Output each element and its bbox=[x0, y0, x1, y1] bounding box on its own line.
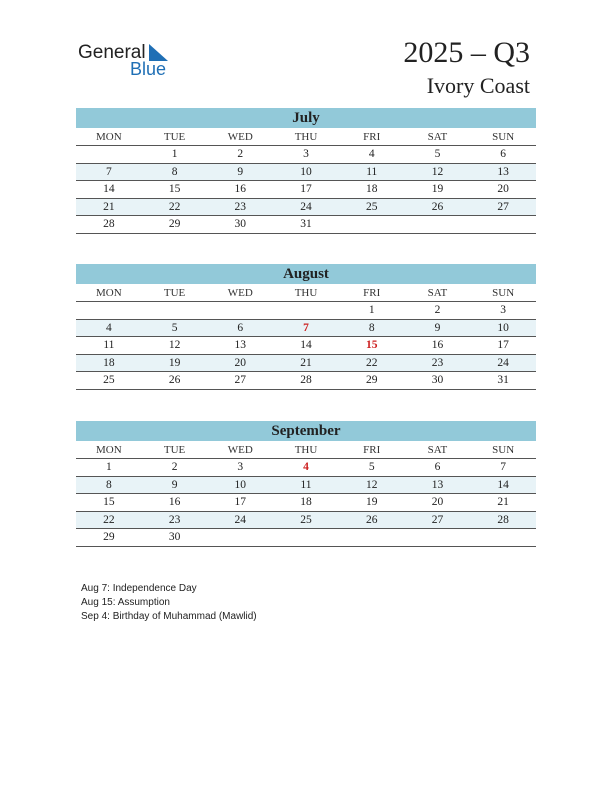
day-cell: 31 bbox=[300, 218, 312, 230]
holiday-note: Aug 15: Assumption bbox=[81, 597, 170, 608]
day-cell: 18 bbox=[365, 183, 378, 195]
day-cell: 2 bbox=[237, 148, 244, 160]
day-name-fri: FRI bbox=[363, 131, 381, 143]
day-cell: 16 bbox=[168, 496, 181, 508]
day-cell: 3 bbox=[237, 461, 244, 473]
day-cell: 16 bbox=[234, 183, 247, 195]
day-cell: 7 bbox=[500, 461, 507, 473]
day-cell: 30 bbox=[431, 374, 444, 386]
holiday-notes bbox=[81, 582, 257, 624]
empty-day-cell bbox=[207, 529, 273, 546]
day-cell: 21 bbox=[300, 356, 312, 369]
month-header: July bbox=[76, 108, 536, 128]
day-cell: 7 bbox=[303, 321, 309, 334]
day-cell: 15 bbox=[103, 496, 115, 508]
day-name-wed: WED bbox=[227, 131, 253, 143]
week-row bbox=[76, 320, 536, 338]
day-name-sun: SUN bbox=[492, 287, 515, 299]
day-cell: 28 bbox=[497, 513, 509, 526]
day-cell: 24 bbox=[234, 513, 247, 526]
day-name-thu: THU bbox=[294, 287, 318, 299]
day-cell: 26 bbox=[168, 374, 181, 386]
generalblue-logo bbox=[78, 40, 188, 80]
day-cell: 30 bbox=[234, 218, 247, 230]
day-cell: 12 bbox=[168, 339, 181, 351]
day-cell: 25 bbox=[103, 374, 115, 386]
day-cell: 23 bbox=[168, 513, 181, 526]
day-cell: 13 bbox=[234, 339, 247, 351]
week-row bbox=[76, 302, 536, 320]
week-row bbox=[76, 199, 536, 217]
day-cell: 7 bbox=[105, 165, 112, 178]
day-cell: 10 bbox=[300, 165, 312, 178]
day-cell: 29 bbox=[365, 374, 378, 386]
day-name-mon: MON bbox=[96, 444, 122, 456]
day-name-tue: TUE bbox=[163, 287, 186, 299]
day-cell: 2 bbox=[171, 461, 178, 473]
day-cell: 26 bbox=[365, 513, 378, 526]
day-cell: 23 bbox=[234, 200, 247, 213]
day-names-row bbox=[76, 284, 536, 302]
day-cell: 1 bbox=[171, 148, 178, 160]
day-cell: 14 bbox=[497, 478, 509, 491]
day-cell: 16 bbox=[431, 339, 444, 351]
empty-day-cell bbox=[470, 529, 536, 546]
day-cell: 9 bbox=[171, 478, 178, 491]
week-row bbox=[76, 355, 536, 373]
day-cell: 4 bbox=[368, 148, 375, 160]
day-cell: 2 bbox=[434, 304, 441, 316]
day-name-fri: FRI bbox=[363, 287, 381, 299]
day-cell: 18 bbox=[300, 496, 312, 508]
week-row bbox=[76, 164, 536, 182]
day-cell: 9 bbox=[434, 321, 441, 334]
day-cell: 6 bbox=[237, 321, 244, 334]
holiday-note: Aug 7: Independence Day bbox=[81, 583, 197, 594]
day-cell: 24 bbox=[300, 200, 312, 213]
day-cell: 3 bbox=[500, 304, 507, 316]
day-cell: 29 bbox=[168, 218, 181, 230]
day-name-sat: SAT bbox=[427, 444, 448, 456]
day-cell: 29 bbox=[103, 531, 115, 543]
empty-day-cell bbox=[76, 302, 142, 319]
empty-day-cell bbox=[405, 216, 471, 233]
day-cell: 19 bbox=[431, 183, 444, 195]
day-cell: 18 bbox=[103, 356, 115, 369]
day-name-thu: THU bbox=[294, 131, 318, 143]
week-row bbox=[76, 512, 536, 530]
day-name-mon: MON bbox=[96, 287, 122, 299]
day-name-tue: TUE bbox=[163, 444, 186, 456]
day-cell: 22 bbox=[168, 200, 181, 213]
day-cell: 3 bbox=[303, 148, 309, 160]
day-cell: 6 bbox=[500, 148, 507, 160]
empty-day-cell bbox=[273, 302, 339, 319]
day-cell: 15 bbox=[168, 183, 181, 195]
empty-day-cell bbox=[207, 302, 273, 319]
day-cell: 21 bbox=[497, 496, 509, 508]
day-cell: 17 bbox=[234, 496, 247, 508]
day-cell: 28 bbox=[103, 218, 115, 230]
day-cell: 17 bbox=[497, 339, 509, 351]
day-cell: 24 bbox=[497, 356, 509, 369]
day-cell: 20 bbox=[431, 496, 444, 508]
day-cell: 22 bbox=[365, 356, 378, 369]
day-cell: 5 bbox=[171, 321, 178, 334]
day-cell: 4 bbox=[105, 321, 112, 334]
holiday-note: Sep 4: Birthday of Muhammad (Mawlid) bbox=[81, 611, 257, 622]
day-cell: 13 bbox=[497, 165, 509, 178]
page-title: 2025 – Q3 bbox=[403, 36, 530, 69]
day-names-row bbox=[76, 128, 536, 146]
week-row bbox=[76, 337, 536, 355]
day-cell: 5 bbox=[434, 148, 441, 160]
day-cell: 25 bbox=[300, 513, 312, 526]
day-cell: 9 bbox=[237, 165, 244, 178]
day-name-tue: TUE bbox=[163, 131, 186, 143]
day-cell: 22 bbox=[103, 513, 115, 526]
day-cell: 5 bbox=[368, 461, 375, 473]
day-cell: 10 bbox=[234, 478, 247, 491]
empty-day-cell bbox=[405, 529, 471, 546]
logo-text-blue: Blue bbox=[130, 59, 167, 79]
day-names-row bbox=[76, 441, 536, 459]
month-july bbox=[76, 108, 536, 234]
day-cell: 14 bbox=[103, 183, 115, 195]
week-row bbox=[76, 216, 536, 234]
day-cell: 12 bbox=[365, 478, 378, 491]
day-cell: 8 bbox=[171, 165, 178, 178]
empty-day-cell bbox=[470, 216, 536, 233]
day-cell: 12 bbox=[431, 165, 444, 178]
day-cell: 17 bbox=[300, 183, 312, 195]
day-cell: 8 bbox=[368, 321, 375, 334]
day-cell: 31 bbox=[497, 374, 509, 386]
month-september bbox=[76, 421, 536, 547]
week-row bbox=[76, 146, 536, 164]
week-row bbox=[76, 494, 536, 512]
day-cell: 1 bbox=[368, 304, 375, 316]
week-row bbox=[76, 477, 536, 495]
day-cell: 14 bbox=[300, 339, 312, 351]
day-cell: 28 bbox=[300, 374, 312, 386]
week-row bbox=[76, 529, 536, 547]
week-row bbox=[76, 181, 536, 199]
empty-day-cell bbox=[76, 146, 142, 163]
day-name-thu: THU bbox=[294, 444, 318, 456]
day-cell: 27 bbox=[497, 200, 509, 213]
day-cell: 11 bbox=[366, 165, 378, 178]
day-cell: 1 bbox=[105, 461, 112, 473]
day-cell: 19 bbox=[365, 496, 378, 508]
day-cell: 21 bbox=[103, 200, 115, 213]
empty-day-cell bbox=[142, 302, 208, 319]
day-cell: 13 bbox=[431, 478, 444, 491]
day-cell: 25 bbox=[365, 200, 378, 213]
day-name-sat: SAT bbox=[427, 131, 448, 143]
day-cell: 4 bbox=[303, 461, 309, 473]
day-cell: 6 bbox=[434, 461, 441, 473]
day-name-sun: SUN bbox=[492, 444, 515, 456]
empty-day-cell bbox=[339, 529, 405, 546]
day-cell: 23 bbox=[431, 356, 444, 369]
day-name-sat: SAT bbox=[427, 287, 448, 299]
day-cell: 27 bbox=[431, 513, 444, 526]
day-cell: 27 bbox=[234, 374, 247, 386]
day-cell: 10 bbox=[497, 321, 509, 334]
day-name-wed: WED bbox=[227, 444, 253, 456]
week-row bbox=[76, 459, 536, 477]
month-header: August bbox=[76, 264, 536, 284]
logo-text-general: General bbox=[78, 42, 146, 63]
day-cell: 15 bbox=[365, 339, 378, 351]
empty-day-cell bbox=[339, 216, 405, 233]
country-name: Ivory Coast bbox=[426, 73, 530, 98]
day-name-wed: WED bbox=[227, 287, 253, 299]
day-cell: 11 bbox=[103, 339, 115, 351]
month-august bbox=[76, 264, 536, 390]
day-cell: 20 bbox=[234, 356, 247, 369]
day-cell: 20 bbox=[497, 183, 509, 195]
empty-day-cell bbox=[273, 529, 339, 546]
day-name-sun: SUN bbox=[492, 131, 515, 143]
day-cell: 8 bbox=[105, 478, 112, 491]
day-cell: 26 bbox=[431, 200, 444, 213]
month-header: September bbox=[76, 421, 536, 441]
day-cell: 11 bbox=[300, 478, 312, 491]
day-name-fri: FRI bbox=[363, 444, 381, 456]
week-row bbox=[76, 372, 536, 390]
day-name-mon: MON bbox=[96, 131, 122, 143]
day-cell: 30 bbox=[168, 531, 181, 543]
day-cell: 19 bbox=[168, 356, 181, 369]
